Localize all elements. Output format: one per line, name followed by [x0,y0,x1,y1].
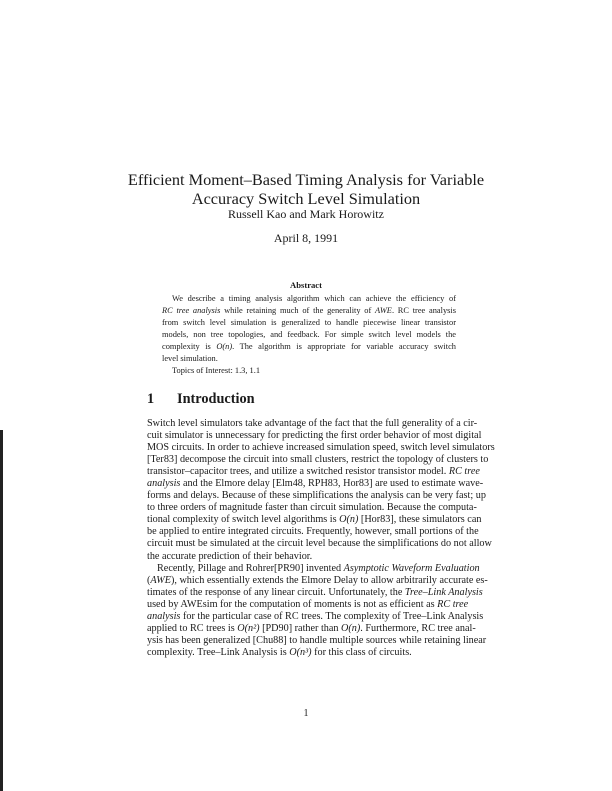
text-line [147,514,482,526]
text-line [162,293,456,305]
text-line [162,353,456,365]
text-line [147,551,465,563]
section-title: Introduction [177,391,255,407]
text-span: [Hor83], these simulators can [358,514,482,526]
text-line [147,526,479,538]
text-line [147,454,489,466]
italic-text: O(n) [339,514,359,526]
body-text [147,418,495,659]
text-span: timates of the response of any linear circuit. Unfortunately, the [147,586,405,598]
text-line [147,466,480,478]
text-span: [PD90] rather than [259,622,342,634]
italic-text: RC tree [448,466,480,478]
text-span: transistor–capacitor trees, and utilize a switched resistor transistor model. [147,466,449,478]
text-span: Recently, Pillage and Rohrer[PR90] invented [157,562,344,574]
italic-text: RC tree analysis [162,306,221,315]
text-line [147,647,465,659]
text-span: forms and delays. Because of these simplifications the analysis can be very fast; up [147,490,486,502]
text-line [147,562,480,575]
scan-edge-bar [0,430,3,791]
italic-text: AWE [375,306,392,315]
text-line [147,610,484,623]
text-span: applied to RC trees is [147,622,238,634]
page-number: 1 [303,708,309,719]
text-line [147,442,495,454]
italic-text: AWE [150,574,171,586]
paper-title [100,170,512,208]
section-heading [147,391,255,408]
text-span: and the Elmore delay [Elm48, RPH83, Hor83] are used to estimate wave- [180,478,484,490]
text-span: level simulation. [162,354,218,363]
authors: Russell Kao and Mark Horowitz [228,207,384,221]
text-span: to three orders of magnitude faster than circuit simulation. Because the computa- [147,502,477,514]
text-span: while retaining much of the generality of [220,306,376,315]
italic-text: Asymptotic Waveform Evaluation [343,562,480,574]
italic-text: Tree–Link Analysis [404,586,483,598]
text-span: used by AWEsim for the computation of moments is not as efficient as [147,598,438,610]
text-span: tional complexity of switch level algorithms is [147,514,340,526]
text-span: from switch level simulation is generalized to handle piecewise linear transistor [162,318,456,327]
text-line [162,341,456,353]
text-span: ( [147,574,151,586]
text-span: We describe a timing analysis algorithm which can achieve the efficiency of [172,294,456,303]
italic-text: analysis [147,610,181,622]
text-span: . Furthermore, RC tree anal- [360,622,476,634]
text-line [147,622,476,635]
text-line [147,490,486,502]
text-line [147,634,487,647]
text-span: . RC tree analysis [391,306,456,315]
text-span: MOS circuits. In order to achieve increased simulation speed, switch level simulators [147,442,495,454]
abstract-body [162,293,456,377]
text-span: ), which essentially extends the Elmore Delay to allow arbitrarily accurate es- [170,574,488,586]
text-line [147,574,488,587]
text-span: Topics of Interest: 1.3, 1.1 [172,366,261,375]
italic-text: analysis [147,478,181,490]
text-span: for the particular case of RC trees. The complexity of Tree–Link Analysis [180,610,484,622]
text-line [147,538,492,550]
date: April 8, 1991 [273,231,339,245]
text-line [162,305,456,317]
text-line [147,418,478,430]
title-line: Accuracy Switch Level Simulation [191,189,421,208]
italic-text: O(n²) [237,622,260,634]
text-span: . The algorithm is appropriate for variable accuracy switch [232,342,456,351]
text-line [147,430,482,442]
abstract-heading: Abstract [290,280,322,290]
text-line [147,598,469,611]
title-line: Efficient Moment–Based Timing Analysis for Variable [127,170,485,189]
text-line [147,502,477,514]
text-span: circuit must be simulated at the circuit level because the simplifications do not allow [147,538,492,550]
italic-text: O(n) [341,622,361,634]
text-span: Switch level simulators take advantage of the fact that the full generality of a cir- [147,418,478,429]
text-span: the accurate prediction of their behavior. [147,550,313,562]
section-number: 1 [147,391,155,407]
italic-text: O(n) [216,342,233,351]
text-span: for this class of circuits. [311,646,412,658]
text-line [162,317,456,329]
text-span: complexity is [162,342,217,351]
italic-text: O(n³) [289,646,312,658]
text-span: complexity. Tree–Link Analysis is [147,646,290,658]
text-span: ysis has been generalized [Chu88] to handle multiple sources while retaining linear [147,634,487,646]
text-span: [Ter83] decompose the circuit into small clusters, restrict the topology of clusters to [147,454,489,466]
text-line [147,478,484,490]
text-line [147,586,483,599]
italic-text: RC tree [437,598,469,610]
text-line [162,365,456,377]
text-span: cuit simulator is unnecessary for predicting the first order behavior of most digital [147,430,482,442]
text-span: models, non tree topologies, and feedback. For simple switch level models the [162,330,456,339]
text-line [162,329,456,341]
text-span: be applied to entire integrated circuits. Frequently, however, small portions of the [147,526,479,538]
